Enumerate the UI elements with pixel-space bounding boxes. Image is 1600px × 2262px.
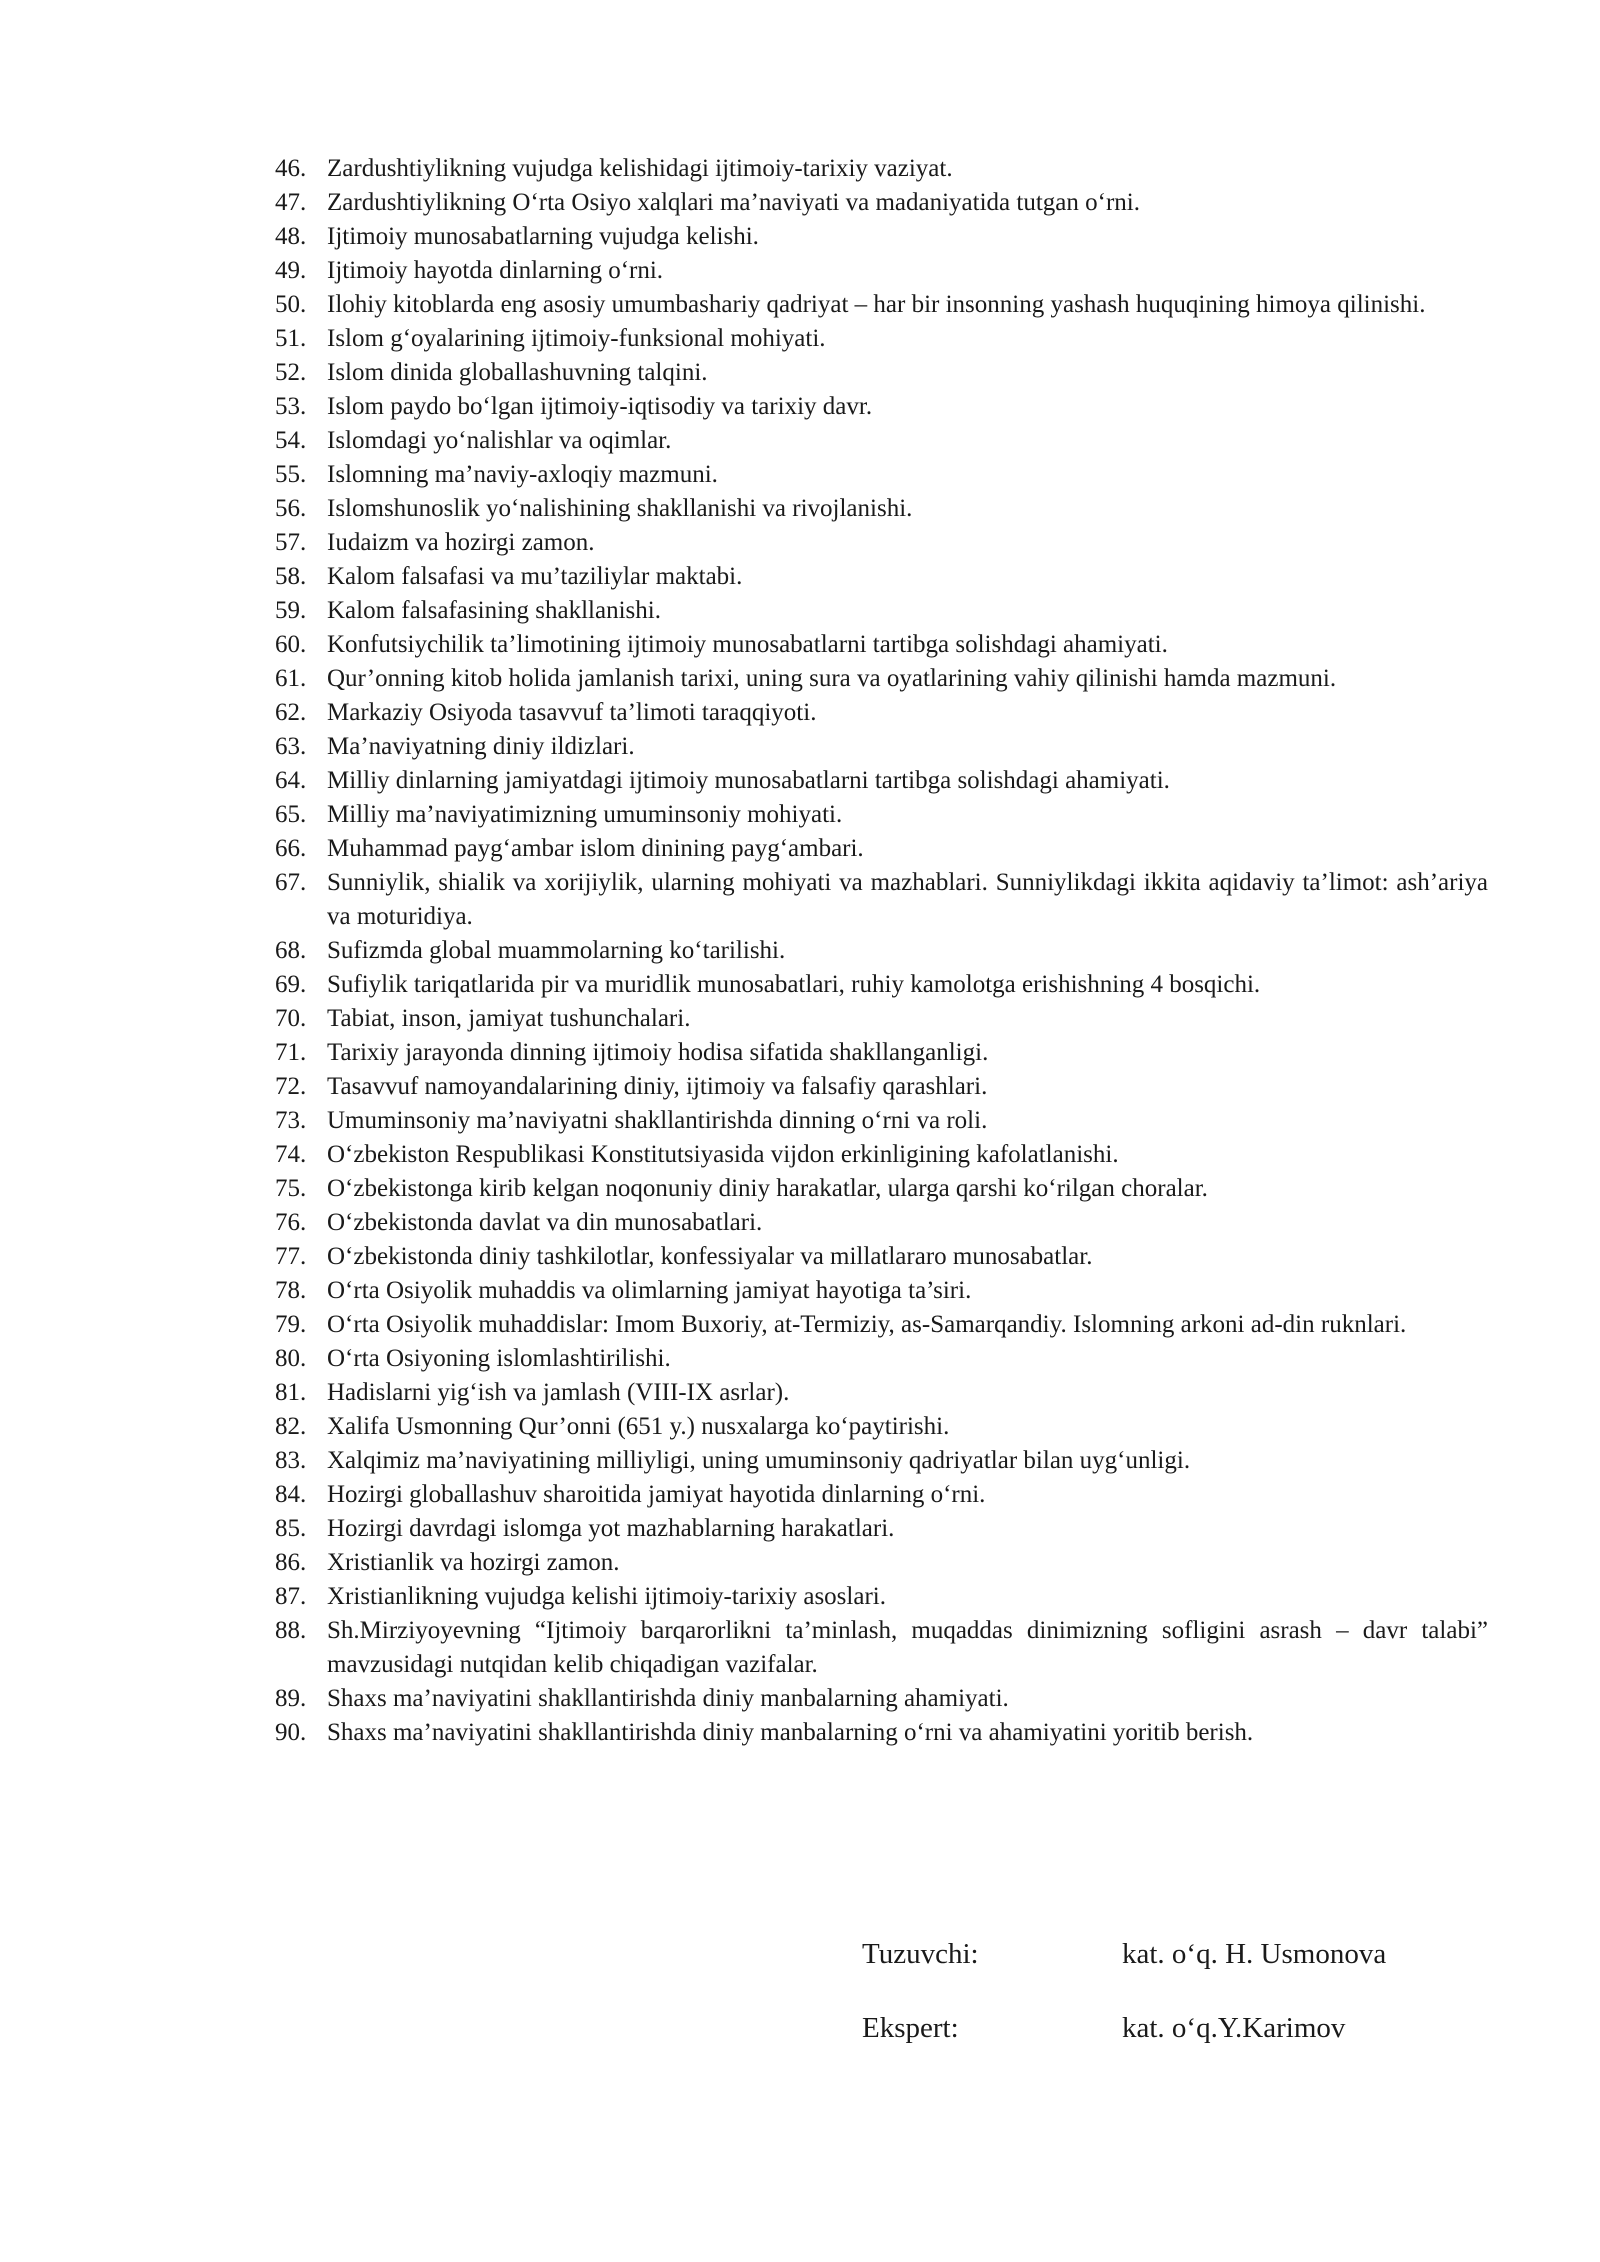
- question-item: [275, 594, 1488, 628]
- question-number: 73.: [275, 1107, 307, 1134]
- question-item: [275, 1070, 1488, 1104]
- question-text: Ijtimoiy munosabatlarning vujudga kelishi.: [327, 223, 759, 250]
- question-text: Milliy dinlarning jamiyatdagi ijtimoiy munosabatlarni tartibga solishdagi ahamiyati.: [327, 767, 1170, 794]
- question-item: [275, 1580, 1488, 1614]
- question-text: Ilohiy kitoblarda eng asosiy umumbashariy qadriyat – har bir insonning yashash huquqining himoya qilinishi.: [327, 291, 1426, 318]
- question-item: [275, 934, 1488, 968]
- question-number: 83.: [275, 1447, 307, 1474]
- question-text: Iudaizm va hozirgi zamon.: [327, 529, 595, 556]
- question-number: 78.: [275, 1277, 307, 1304]
- question-item: [275, 1444, 1488, 1478]
- question-number: 76.: [275, 1209, 307, 1236]
- question-item: [275, 1104, 1488, 1138]
- question-item: [275, 254, 1488, 288]
- question-item: [275, 866, 1488, 934]
- question-item: [275, 1274, 1488, 1308]
- question-item: [275, 220, 1488, 254]
- compiler-signature-row: [862, 1934, 1462, 1974]
- question-item: [275, 730, 1488, 764]
- question-number: 74.: [275, 1141, 307, 1168]
- question-item: [275, 1614, 1488, 1682]
- expert-role-label: Ekspert:: [862, 2012, 959, 2044]
- question-item: [275, 390, 1488, 424]
- question-number: 86.: [275, 1549, 307, 1576]
- question-number: 67.: [275, 869, 307, 896]
- question-item: [275, 628, 1488, 662]
- question-item: [275, 356, 1488, 390]
- compiler-name: kat. o‘q. H. Usmonova: [1122, 1938, 1387, 1970]
- question-number: 63.: [275, 733, 307, 760]
- question-item: [275, 1512, 1488, 1546]
- question-number: 70.: [275, 1005, 307, 1032]
- question-text: Konfutsiychilik ta’limotining ijtimoiy munosabatlarni tartibga solishdagi ahamiyati.: [327, 631, 1168, 658]
- question-text: Tasavvuf namoyandalarining diniy, ijtimoiy va falsafiy qarashlari.: [327, 1073, 988, 1100]
- question-number: 48.: [275, 223, 307, 250]
- question-item: [275, 1342, 1488, 1376]
- question-number: 64.: [275, 767, 307, 794]
- question-text: Milliy ma’naviyatimizning umuminsoniy mohiyati.: [327, 801, 843, 828]
- question-number: 49.: [275, 257, 307, 284]
- question-number: 56.: [275, 495, 307, 522]
- question-text: Islom dinida globallashuvning talqini.: [327, 359, 708, 386]
- question-number: 62.: [275, 699, 307, 726]
- question-text: Islomning ma’naviy-axloqiy mazmuni.: [327, 461, 718, 488]
- question-text: Kalom falsafasining shakllanishi.: [327, 597, 661, 624]
- question-text: Tarixiy jarayonda dinning ijtimoiy hodisa sifatida shakllanganligi.: [327, 1039, 989, 1066]
- question-number: 47.: [275, 189, 307, 216]
- question-item: [275, 1716, 1488, 1750]
- question-text: Hadislarni yig‘ish va jamlash (VIII-IX asrlar).: [327, 1379, 790, 1406]
- question-number: 55.: [275, 461, 307, 488]
- question-list: [275, 152, 1488, 1750]
- question-text: Xalqimiz ma’naviyatining milliyligi, uning umuminsoniy qadriyatlar bilan uyg‘unligi.: [327, 1447, 1191, 1474]
- question-number: 54.: [275, 427, 307, 454]
- question-item: [275, 1682, 1488, 1716]
- question-text: Islom paydo bo‘lgan ijtimoiy-iqtisodiy va tarixiy davr.: [327, 393, 873, 420]
- question-item: [275, 1036, 1488, 1070]
- question-number: 89.: [275, 1685, 307, 1712]
- question-item: [275, 968, 1488, 1002]
- question-text: Tabiat, inson, jamiyat tushunchalari.: [327, 1005, 691, 1032]
- question-text: Ijtimoiy hayotda dinlarning o‘rni.: [327, 257, 664, 284]
- question-number: 85.: [275, 1515, 307, 1542]
- question-number: 69.: [275, 971, 307, 998]
- question-item: [275, 764, 1488, 798]
- question-item: [275, 560, 1488, 594]
- question-item: [275, 1410, 1488, 1444]
- question-text: O‘zbekistonda diniy tashkilotlar, konfessiyalar va millatlararo munosabatlar.: [327, 1243, 1093, 1270]
- question-item: [275, 1376, 1488, 1410]
- question-number: 51.: [275, 325, 307, 352]
- question-text: Kalom falsafasi va mu’taziliylar maktabi.: [327, 563, 743, 590]
- question-item: [275, 1172, 1488, 1206]
- question-item: [275, 1206, 1488, 1240]
- question-text: Shaxs ma’naviyatini shakllantirishda diniy manbalarning o‘rni va ahamiyatini yoritib berish.: [327, 1719, 1254, 1746]
- question-number: 87.: [275, 1583, 307, 1610]
- question-number: 90.: [275, 1719, 307, 1746]
- question-item: [275, 696, 1488, 730]
- question-text: Sh.Mirziyoyevning “Ijtimoiy barqarorlikni ta’minlash, muqaddas dinimizning sofligini asrash – davr talabi” mavzusidagi nutqidan kelib chiqadigan vazifalar.: [327, 1617, 1488, 1678]
- question-text: Islomshunoslik yo‘nalishining shakllanishi va rivojlanishi.: [327, 495, 913, 522]
- question-item: [275, 1308, 1488, 1342]
- question-item: [275, 798, 1488, 832]
- question-text: Sunniylik, shialik va xorijiylik, ularning mohiyati va mazhablari. Sunniylikdagi ikkita aqidaviy ta’limot: ash’ariya va moturidiya.: [327, 869, 1488, 930]
- question-item: [275, 288, 1488, 322]
- question-item: [275, 1546, 1488, 1580]
- question-item: [275, 322, 1488, 356]
- question-item: [275, 662, 1488, 696]
- question-number: 72.: [275, 1073, 307, 1100]
- question-text: Xristianlik va hozirgi zamon.: [327, 1549, 620, 1576]
- question-item: [275, 526, 1488, 560]
- question-item: [275, 152, 1488, 186]
- question-item: [275, 424, 1488, 458]
- question-text: Islomdagi yo‘nalishlar va oqimlar.: [327, 427, 672, 454]
- question-text: Xristianlikning vujudga kelishi ijtimoiy-tarixiy asoslari.: [327, 1583, 886, 1610]
- question-text: O‘rta Osiyolik muhaddislar: Imom Buxoriy, at-Termiziy, as-Samarqandiy. Islomning arkoni ad-din ruknlari.: [327, 1311, 1407, 1338]
- question-number: 46.: [275, 155, 307, 182]
- question-text: O‘rta Osiyolik muhaddis va olimlarning jamiyat hayotiga ta’siri.: [327, 1277, 972, 1304]
- question-text: Qur’onning kitob holida jamlanish tarixi, uning sura va oyatlarining vahiy qilinishi hamda mazmuni.: [327, 665, 1337, 692]
- question-number: 61.: [275, 665, 307, 692]
- question-text: Markaziy Osiyoda tasavvuf ta’limoti taraqqiyoti.: [327, 699, 817, 726]
- question-number: 57.: [275, 529, 307, 556]
- question-number: 60.: [275, 631, 307, 658]
- question-text: O‘zbekistonda davlat va din munosabatlari.: [327, 1209, 763, 1236]
- question-text: Xalifa Usmonning Qur’onni (651 y.) nusxalarga ko‘paytirishi.: [327, 1413, 950, 1440]
- question-text: Islom g‘oyalarining ijtimoiy-funksional mohiyati.: [327, 325, 826, 352]
- question-item: [275, 1002, 1488, 1036]
- question-text: Shaxs ma’naviyatini shakllantirishda diniy manbalarning ahamiyati.: [327, 1685, 1009, 1712]
- question-text: Muhammad payg‘ambar islom dinining payg‘ambari.: [327, 835, 864, 862]
- question-number: 75.: [275, 1175, 307, 1202]
- question-item: [275, 458, 1488, 492]
- expert-signature-row: [862, 2008, 1462, 2048]
- question-item: [275, 1478, 1488, 1512]
- question-text: Zardushtiylikning vujudga kelishidagi ijtimoiy-tarixiy vaziyat.: [327, 155, 953, 182]
- question-number: 71.: [275, 1039, 307, 1066]
- question-number: 82.: [275, 1413, 307, 1440]
- question-number: 77.: [275, 1243, 307, 1270]
- question-text: Sufizmda global muammolarning ko‘tarilishi.: [327, 937, 786, 964]
- question-number: 84.: [275, 1481, 307, 1508]
- question-number: 52.: [275, 359, 307, 386]
- signature-block: [862, 1934, 1462, 2048]
- question-text: Sufiylik tariqatlarida pir va muridlik munosabatlari, ruhiy kamolotga erishishning 4 bosqichi.: [327, 971, 1261, 998]
- compiler-role-label: Tuzuvchi:: [862, 1938, 979, 1970]
- question-item: [275, 1138, 1488, 1172]
- question-number: 81.: [275, 1379, 307, 1406]
- question-number: 58.: [275, 563, 307, 590]
- question-number: 65.: [275, 801, 307, 828]
- question-number: 88.: [275, 1617, 307, 1644]
- expert-name: kat. o‘q.Y.Karimov: [1122, 2012, 1346, 2044]
- question-number: 66.: [275, 835, 307, 862]
- question-number: 59.: [275, 597, 307, 624]
- question-item: [275, 186, 1488, 220]
- question-number: 50.: [275, 291, 307, 318]
- question-text: O‘zbekiston Respublikasi Konstitutsiyasida vijdon erkinligining kafolatlanishi.: [327, 1141, 1119, 1168]
- question-text: Ma’naviyatning diniy ildizlari.: [327, 733, 635, 760]
- question-number: 53.: [275, 393, 307, 420]
- question-number: 68.: [275, 937, 307, 964]
- question-text: Hozirgi globallashuv sharoitida jamiyat hayotida dinlarning o‘rni.: [327, 1481, 986, 1508]
- question-item: [275, 832, 1488, 866]
- question-text: Umuminsoniy ma’naviyatni shakllantirishda dinning o‘rni va roli.: [327, 1107, 988, 1134]
- question-number: 79.: [275, 1311, 307, 1338]
- question-text: O‘rta Osiyoning islomlashtirilishi.: [327, 1345, 671, 1372]
- question-text: Zardushtiylikning O‘rta Osiyo xalqlari ma’naviyati va madaniyatida tutgan o‘rni.: [327, 189, 1140, 216]
- question-number: 80.: [275, 1345, 307, 1372]
- question-text: O‘zbekistonga kirib kelgan noqonuniy diniy harakatlar, ularga qarshi ko‘rilgan choralar.: [327, 1175, 1208, 1202]
- question-item: [275, 492, 1488, 526]
- question-item: [275, 1240, 1488, 1274]
- question-text: Hozirgi davrdagi islomga yot mazhablarning harakatlari.: [327, 1515, 895, 1542]
